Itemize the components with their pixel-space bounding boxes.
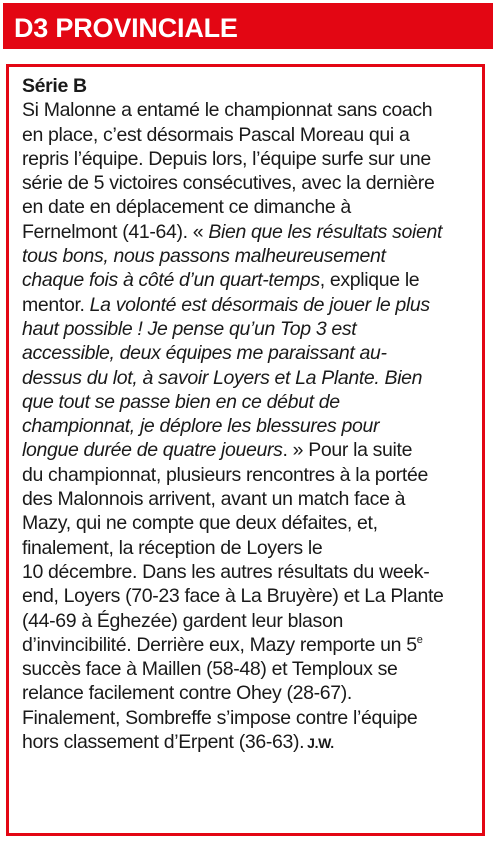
section-title: D3 PROVINCIALE [14,13,238,43]
body-text: relance facilement contre Ohey (28-67). [22,682,352,705]
author-initials: J.W. [307,735,334,752]
quote-text: chaque fois à côté d’un quart-temps [22,269,320,292]
quote-text: dessus du lot, à savoir Loyers et La Plante. Bien [22,366,423,389]
article-body [22,74,482,755]
series-title: Série B [22,75,87,97]
body-text: succès face à Maillen (58-48) et Temploux se [22,658,398,681]
quote-text: que tout se passe bien en ce début de [22,390,340,413]
body-text: hors classement d’Erpent (36-63). [22,731,305,754]
quote-text: championnat, je déplore les blessures pour [22,415,380,438]
article-line [22,293,482,317]
article-line [22,244,482,268]
article-line [22,511,482,535]
quote-text: haut possible ! Je pense qu’un Top 3 est [22,317,357,340]
body-text: (44-69 à Éghezée) gardent leur blason [22,609,343,632]
article-line [22,414,482,438]
body-text: Fernelmont (41-64). « [22,220,209,243]
body-text: Si Malonne a entamé le championnat sans coach [22,99,433,122]
article-line [22,366,482,390]
body-text: Finalement, Sombreffe s’impose contre l’équipe [22,706,418,729]
article-line [22,147,482,171]
article-line [22,195,482,219]
article-line [22,390,482,414]
body-text: Mazy, qui ne compte que deux défaites, et, [22,512,378,535]
article-line [22,317,482,341]
article-line [22,123,482,147]
article-line [22,730,482,755]
article-line [22,536,482,560]
quote-text: longue durée de quatre joueurs [22,439,283,462]
body-text: . » Pour la suite [282,439,413,462]
body-text: en place, c’est désormais Pascal Moreau qui a [22,123,410,146]
article-line [22,341,482,365]
article-line [22,609,482,633]
article-line [22,584,482,608]
body-text: d’invincibilité. Derrière eux, Mazy remporte un 5 [22,633,417,656]
body-text: mentor. [22,293,90,316]
article-line [22,220,482,244]
quote-text: Bien que les résultats soient [208,220,443,243]
quote-text: accessible, deux équipes me paraissant au- [22,342,387,365]
article-line [22,706,482,730]
body-text: , explique le [319,269,420,292]
body-text: du championnat, plusieurs rencontres à la portée [22,463,428,486]
article-line [22,487,482,511]
article-line [22,560,482,584]
article-line [22,268,482,292]
article-line [22,657,482,681]
article-line [22,681,482,705]
quote-text: tous bons, nous passons malheureusement [22,245,386,268]
body-text: des Malonnois arrivent, avant un match face à [22,488,406,511]
quote-text: La volonté est désormais de jouer le plus [89,293,430,316]
article-line [22,438,482,462]
body-text: 10 décembre. Dans les autres résultats du week- [22,560,430,583]
body-text: série de 5 victoires consécutives, avec la dernière [22,172,435,195]
article-line [22,463,482,487]
article-text [22,98,482,755]
article-line [22,98,482,122]
section-header [3,3,493,49]
article-line [22,633,482,657]
body-text: repris l’équipe. Depuis lors, l’équipe surfe sur une [22,147,431,170]
body-text: finalement, la réception de Loyers le [22,536,323,559]
article-line [22,171,482,195]
body-text: en date en déplacement ce dimanche à [22,196,351,219]
ordinal-superscript: e [416,633,423,646]
body-text: end, Loyers (70-23 face à La Bruyère) et La Plante [22,585,444,608]
